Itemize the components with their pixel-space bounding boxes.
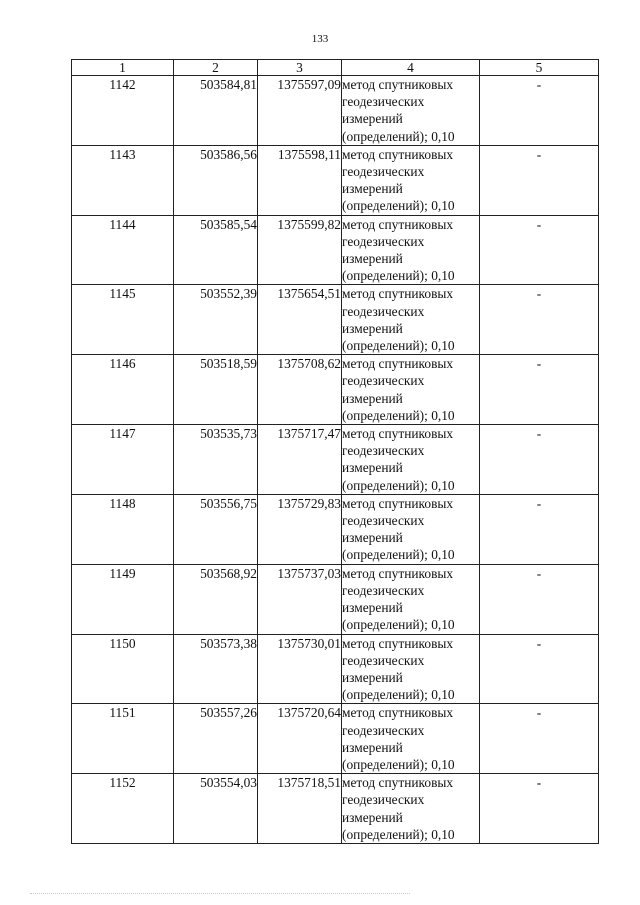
method-line: метод спутниковых (342, 146, 454, 162)
table-row (72, 774, 599, 844)
table-row (72, 145, 599, 215)
method-line: измерений (342, 181, 403, 197)
method-line: геодезических (342, 94, 425, 110)
point-number-cell: 1142 (72, 76, 174, 146)
y-coordinate-cell: 1375597,09 (258, 76, 342, 146)
method-cell (342, 215, 480, 285)
y-coordinate-cell: 1375720,64 (258, 704, 342, 774)
method-line: (определений); 0,10 (342, 407, 455, 423)
note-cell: - (480, 634, 599, 704)
method-line: (определений); 0,10 (342, 547, 455, 563)
method-line: метод спутниковых (342, 705, 454, 721)
method-cell (342, 425, 480, 495)
note-cell: - (480, 76, 599, 146)
x-coordinate-cell: 503552,39 (174, 285, 258, 355)
x-coordinate-cell: 503518,59 (174, 355, 258, 425)
method-line: (определений); 0,10 (342, 128, 455, 144)
method-line: геодезических (342, 233, 425, 249)
page-number: 133 (311, 33, 329, 45)
method-line: (определений); 0,10 (342, 756, 455, 772)
x-coordinate-cell: 503573,38 (174, 634, 258, 704)
method-line: измерений (342, 251, 403, 267)
method-line: (определений); 0,10 (342, 198, 455, 214)
method-line: метод спутниковых (342, 565, 454, 581)
point-number-cell: 1150 (72, 634, 174, 704)
header-cell-1: 1 (72, 60, 174, 76)
note-cell: - (480, 774, 599, 844)
table-row (72, 704, 599, 774)
point-number-cell: 1152 (72, 774, 174, 844)
method-line: (определений); 0,10 (342, 477, 455, 493)
table-header-row (72, 60, 599, 76)
method-line: измерений (342, 460, 403, 476)
point-number-cell: 1148 (72, 494, 174, 564)
method-cell (342, 285, 480, 355)
header-cell-3: 3 (258, 60, 342, 76)
point-number-cell: 1145 (72, 285, 174, 355)
note-cell: - (480, 425, 599, 495)
note-cell: - (480, 215, 599, 285)
method-line: метод спутниковых (342, 286, 454, 302)
method-cell (342, 145, 480, 215)
method-cell (342, 355, 480, 425)
note-cell: - (480, 145, 599, 215)
x-coordinate-cell: 503584,81 (174, 76, 258, 146)
method-line: геодезических (342, 303, 425, 319)
method-line: метод спутниковых (342, 775, 454, 791)
method-line: измерений (342, 530, 403, 546)
point-number-cell: 1147 (72, 425, 174, 495)
note-cell: - (480, 564, 599, 634)
method-line: геодезических (342, 792, 425, 808)
method-line: измерений (342, 739, 403, 755)
note-cell: - (480, 704, 599, 774)
header-cell-5: 5 (480, 60, 599, 76)
y-coordinate-cell: 1375708,62 (258, 355, 342, 425)
method-line: метод спутниковых (342, 216, 454, 232)
point-number-cell: 1151 (72, 704, 174, 774)
method-line: метод спутниковых (342, 635, 454, 651)
method-line: (определений); 0,10 (342, 617, 455, 633)
method-line: геодезических (342, 373, 425, 389)
coordinates-table (71, 59, 599, 844)
method-line: метод спутниковых (342, 495, 454, 511)
method-line: геодезических (342, 164, 425, 180)
point-number-cell: 1144 (72, 215, 174, 285)
note-cell: - (480, 285, 599, 355)
point-number-cell: 1149 (72, 564, 174, 634)
y-coordinate-cell: 1375718,51 (258, 774, 342, 844)
method-line: геодезических (342, 652, 425, 668)
table-row (72, 76, 599, 146)
x-coordinate-cell: 503557,26 (174, 704, 258, 774)
table-row (72, 215, 599, 285)
method-line: (определений); 0,10 (342, 338, 455, 354)
x-coordinate-cell: 503556,75 (174, 494, 258, 564)
table-row (72, 425, 599, 495)
method-cell (342, 494, 480, 564)
method-cell (342, 704, 480, 774)
method-line: (определений); 0,10 (342, 268, 455, 284)
table-row (72, 494, 599, 564)
x-coordinate-cell: 503535,73 (174, 425, 258, 495)
y-coordinate-cell: 1375729,83 (258, 494, 342, 564)
method-line: метод спутниковых (342, 426, 454, 442)
table-row (72, 355, 599, 425)
method-line: метод спутниковых (342, 356, 454, 372)
x-coordinate-cell: 503586,56 (174, 145, 258, 215)
method-cell (342, 774, 480, 844)
y-coordinate-cell: 1375599,82 (258, 215, 342, 285)
method-line: измерений (342, 111, 403, 127)
table-row (72, 634, 599, 704)
table-row (72, 564, 599, 634)
y-coordinate-cell: 1375737,03 (258, 564, 342, 634)
header-cell-2: 2 (174, 60, 258, 76)
y-coordinate-cell: 1375717,47 (258, 425, 342, 495)
method-line: измерений (342, 600, 403, 616)
method-line: геодезических (342, 443, 425, 459)
method-line: (определений); 0,10 (342, 687, 455, 703)
x-coordinate-cell: 503554,03 (174, 774, 258, 844)
method-line: геодезических (342, 582, 425, 598)
scan-artifact-line (30, 893, 410, 895)
note-cell: - (480, 494, 599, 564)
method-line: геодезических (342, 513, 425, 529)
y-coordinate-cell: 1375654,51 (258, 285, 342, 355)
method-line: измерений (342, 390, 403, 406)
note-cell: - (480, 355, 599, 425)
method-line: метод спутниковых (342, 77, 454, 92)
x-coordinate-cell: 503585,54 (174, 215, 258, 285)
y-coordinate-cell: 1375730,01 (258, 634, 342, 704)
point-number-cell: 1146 (72, 355, 174, 425)
method-line: измерений (342, 669, 403, 685)
x-coordinate-cell: 503568,92 (174, 564, 258, 634)
y-coordinate-cell: 1375598,11 (258, 145, 342, 215)
method-cell (342, 564, 480, 634)
method-cell (342, 76, 480, 146)
method-line: (определений); 0,10 (342, 826, 455, 842)
point-number-cell: 1143 (72, 145, 174, 215)
header-cell-4: 4 (342, 60, 480, 76)
method-line: измерений (342, 809, 403, 825)
method-line: измерений (342, 320, 403, 336)
method-line: геодезических (342, 722, 425, 738)
table-row (72, 285, 599, 355)
method-cell (342, 634, 480, 704)
